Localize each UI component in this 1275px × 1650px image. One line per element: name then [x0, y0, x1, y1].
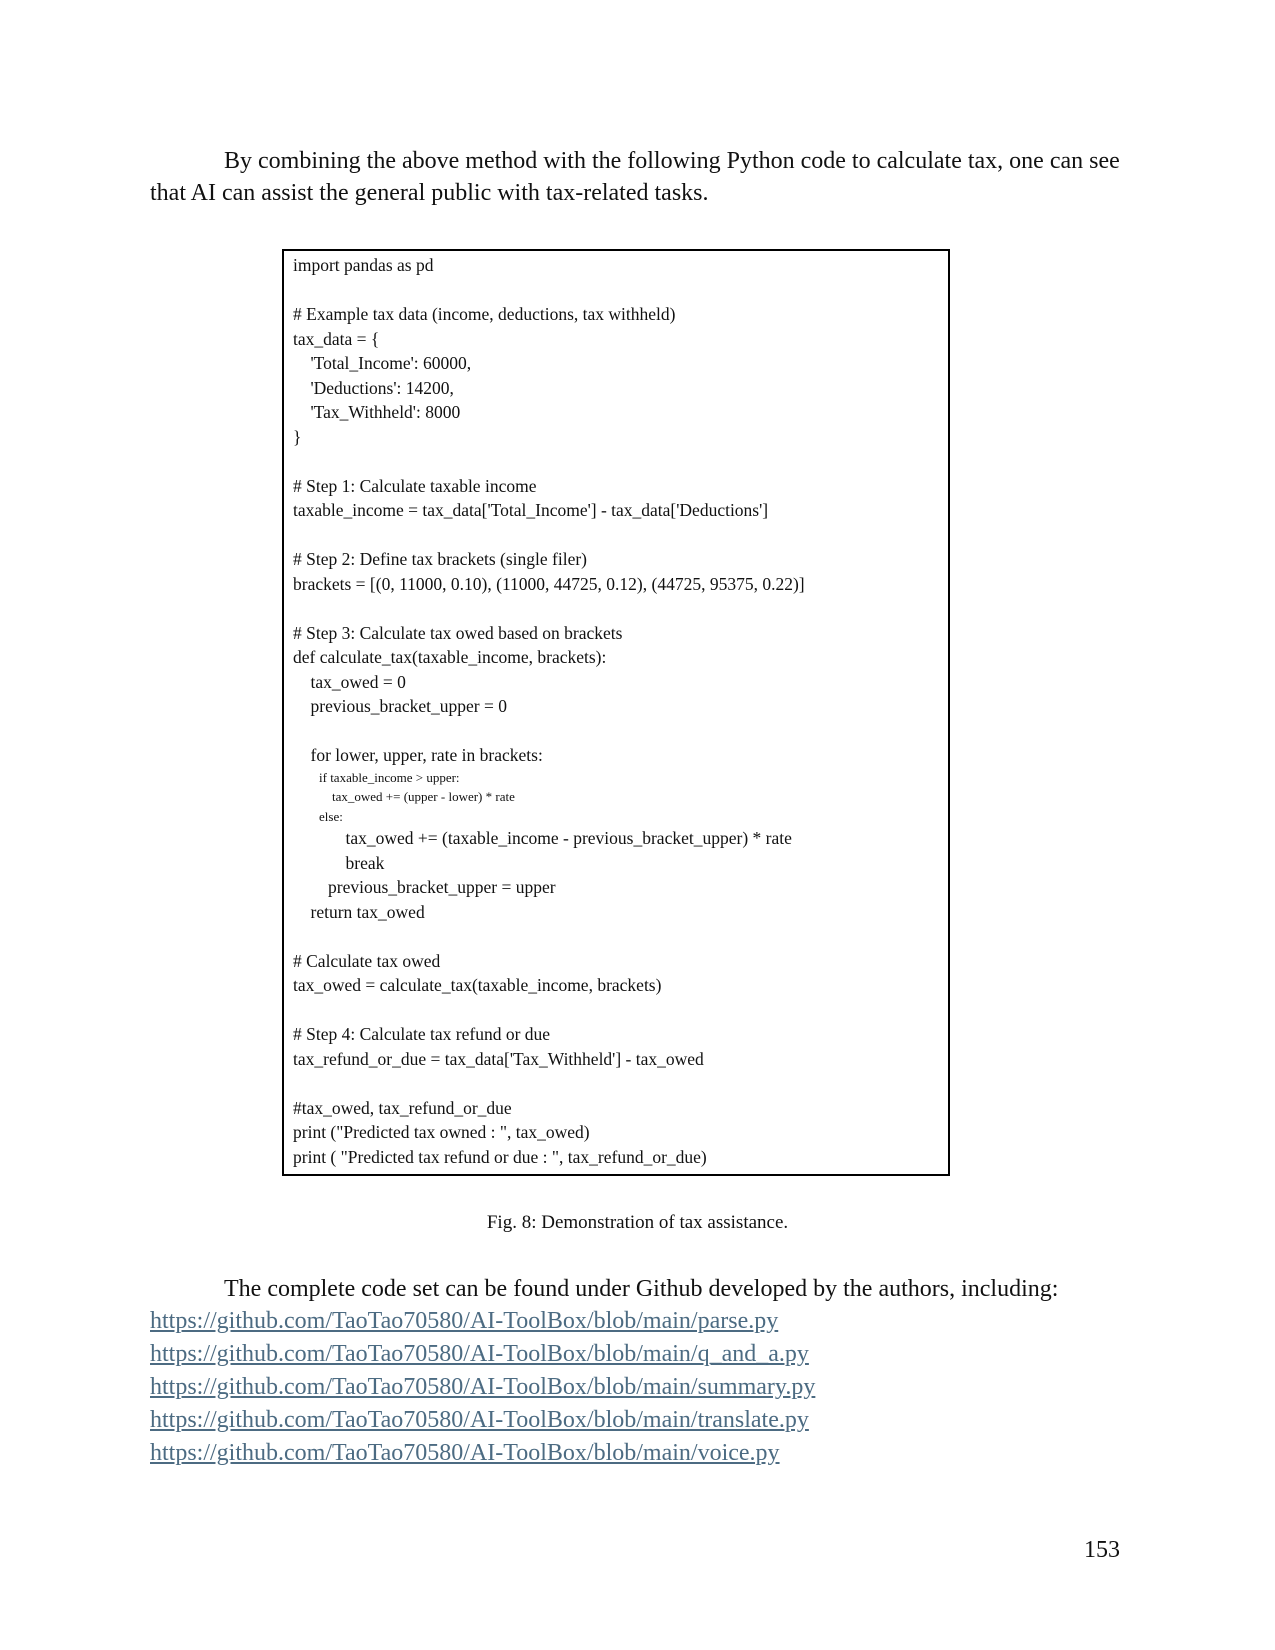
code-line: # Calculate tax owed — [293, 950, 441, 971]
code-line — [293, 1071, 948, 1096]
code-line: brackets = [(0, 11000, 0.10), (11000, 44725, 0.12), (44725, 95375, 0.22)] — [293, 573, 805, 594]
code-line — [293, 719, 948, 744]
code-line: tax_owed += (taxable_income - previous_bracket_upper) * rate — [293, 828, 792, 848]
code-line — [293, 523, 948, 548]
code-line: import pandas as pd — [293, 255, 434, 275]
link-item — [150, 1404, 815, 1437]
code-line: else: — [293, 808, 343, 824]
github-link-parse[interactable]: https://github.com/TaoTao70580/AI-ToolBox/blob/main/parse.py — [150, 1308, 779, 1334]
code-line: } — [293, 426, 302, 447]
link-item — [150, 1338, 815, 1371]
code-line: # Step 1: Calculate taxable income — [293, 475, 537, 496]
code-line: tax_data = { — [293, 328, 380, 349]
link-item — [150, 1371, 815, 1404]
github-link-q-and-a[interactable]: https://github.com/TaoTao70580/AI-ToolBox/blob/main/q_and_a.py — [150, 1341, 809, 1367]
link-item — [150, 1305, 815, 1338]
github-paragraph: The complete code set can be found under Github developed by the authors, including: — [224, 1276, 1059, 1302]
code-line: if taxable_income > upper: — [293, 769, 460, 785]
code-line: previous_bracket_upper = 0 — [293, 696, 507, 716]
intro-paragraph: By combining the above method with the following Python code to calculate tax, one can see that AI can assist the general public with tax-related tasks. — [150, 148, 1120, 206]
link-item — [150, 1437, 815, 1470]
code-line — [293, 278, 948, 303]
code-line: break — [293, 852, 385, 873]
page-number: 153 — [1084, 1537, 1120, 1563]
code-line: for lower, upper, rate in brackets: — [293, 745, 543, 765]
code-line: previous_bracket_upper = upper — [293, 877, 556, 897]
code-line: 'Tax_Withheld': 8000 — [293, 402, 461, 422]
code-line: tax_owed = calculate_tax(taxable_income, brackets) — [293, 975, 662, 995]
code-line: return tax_owed — [293, 901, 425, 922]
github-link-summary[interactable]: https://github.com/TaoTao70580/AI-ToolBox/blob/main/summary.py — [150, 1374, 816, 1400]
code-line: #tax_owed, tax_refund_or_due — [293, 1097, 512, 1118]
code-line: print ( "Predicted tax refund or due : ", tax_refund_or_due) — [293, 1146, 707, 1167]
code-line — [293, 998, 948, 1023]
code-line — [293, 924, 948, 949]
code-line: # Example tax data (income, deductions, tax withheld) — [293, 304, 676, 324]
code-line: tax_owed = 0 — [293, 671, 406, 692]
code-line — [293, 596, 948, 621]
code-line: tax_owed += (upper - lower) * rate — [293, 789, 515, 804]
code-block — [282, 249, 950, 1176]
code-line: # Step 2: Define tax brackets (single filer) — [293, 549, 587, 569]
code-line: print ("Predicted tax owned : ", tax_owed) — [293, 1122, 590, 1142]
code-line — [293, 449, 948, 474]
code-line: # Step 3: Calculate tax owed based on brackets — [293, 622, 623, 643]
github-link-translate[interactable]: https://github.com/TaoTao70580/AI-ToolBox/blob/main/translate.py — [150, 1407, 809, 1433]
code-line: 'Deductions': 14200, — [293, 377, 454, 398]
code-line: def calculate_tax(taxable_income, brackets): — [293, 647, 607, 667]
figure-caption: Fig. 8: Demonstration of tax assistance. — [486, 1212, 789, 1233]
code-line: taxable_income = tax_data['Total_Income'] - tax_data['Deductions'] — [293, 500, 769, 520]
code-line: # Step 4: Calculate tax refund or due — [293, 1024, 551, 1044]
github-link-voice[interactable]: https://github.com/TaoTao70580/AI-ToolBox/blob/main/voice.py — [150, 1440, 780, 1466]
code-line: tax_refund_or_due = tax_data['Tax_Withheld'] - tax_owed — [293, 1048, 704, 1069]
code-lines — [293, 253, 948, 1169]
code-line: 'Total_Income': 60000, — [293, 353, 472, 373]
github-link-list — [150, 1305, 815, 1470]
